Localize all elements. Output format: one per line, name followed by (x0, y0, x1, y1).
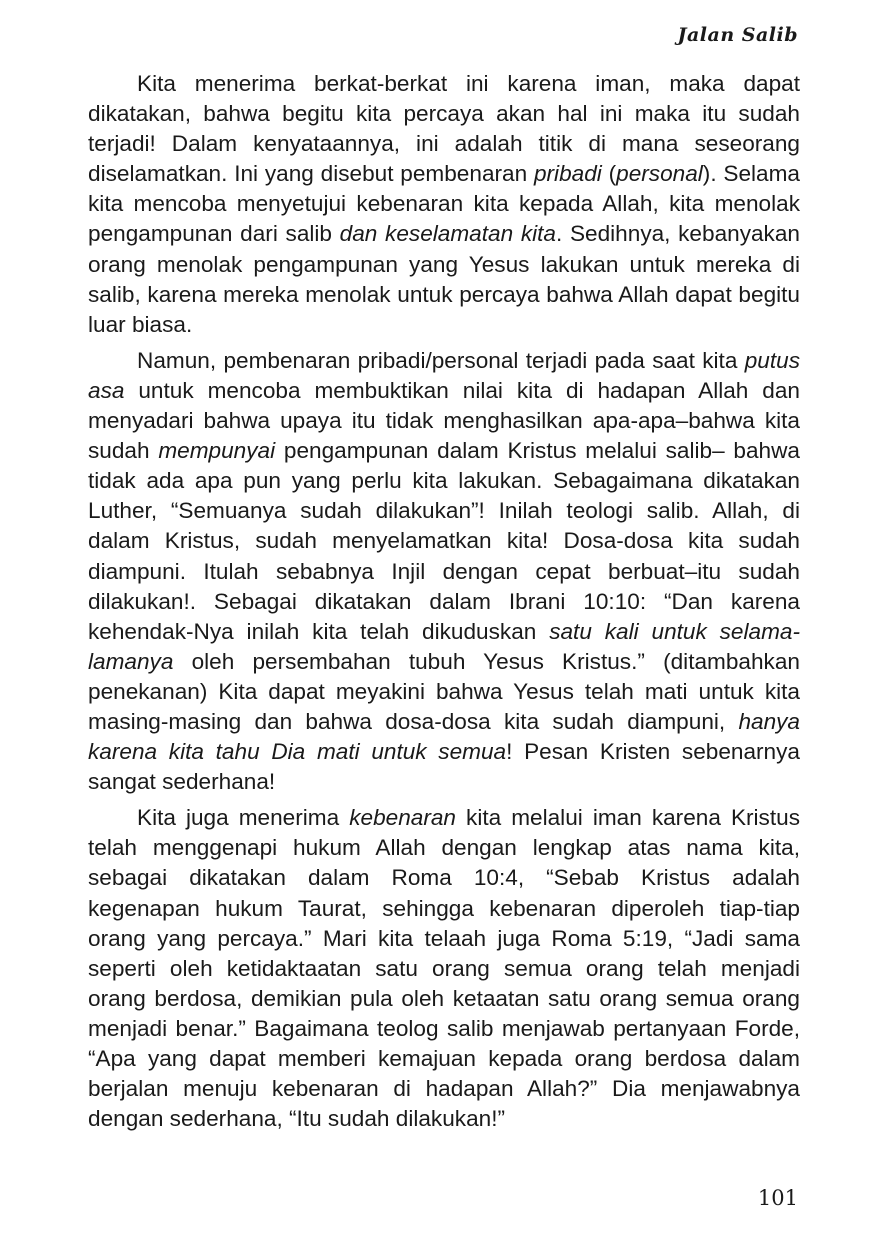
text-segment: ! Pesan Kristen sebenarnya sangat sederhana! (88, 739, 800, 795)
italic-segment: kebenaran (349, 805, 456, 831)
paragraph (88, 803, 800, 1134)
paragraph (88, 69, 800, 340)
text-segment: ). Selama kita mencoba menyetujui kebenaran kita kepada Allah, kita menolak pengampunan dari salib (88, 161, 801, 247)
text-segment: Kita juga menerima (137, 805, 350, 831)
body-text (88, 69, 800, 1140)
italic-segment: satu kali untuk selama-lamanya (88, 618, 800, 674)
italic-segment: dan keselamatan kita (339, 221, 556, 247)
italic-segment: personal (616, 161, 703, 187)
text-segment: . Sedihnya, kebanyakan orang menolak pengampunan yang Yesus lakukan untuk mereka di salib, karena mereka menolak untuk percaya bahwa Allah dapat begitu luar biasa. (88, 221, 800, 337)
text-segment: Namun, pembenaran pribadi/personal terjadi pada saat kita (137, 347, 745, 373)
text-segment: Kita menerima berkat-berkat ini karena iman, maka dapat dikatakan, bahwa begitu kita percaya akan hal ini maka itu sudah terjadi! Dalam kenyataannya, ini adalah titik di mana seseorang diselamatkan. Ini yang disebut pembenaran (88, 71, 800, 187)
text-segment: kita melalui iman karena Kristus telah menggenapi hukum Allah dengan lengkap atas nama kita, sebagai dikatakan dalam Roma 10:4, “Sebab Kristus adalah kegenapan hukum Taurat, sehingga kebenaran diperoleh tiap-tiap orang yang percaya.” Mari kita telaah juga Roma 5:19, “Jadi sama seperti oleh ketidaktaatan satu orang semua orang telah menjadi orang berdosa, demikian pula oleh ketaatan satu orang semua orang menjadi benar.” Bagaimana teolog salib menjawab pertanyaan Forde, “Apa yang dapat memberi kemajuan kepada orang berdosa dalam berjalan menuju kebenaran di hadapan Allah?” Dia menjawabnya dengan sederhana, “Itu sudah dilakukan!” (88, 805, 800, 1132)
italic-segment: hanya karena kita tahu Dia mati untuk semua (88, 708, 800, 765)
text-segment: pengampunan dalam Kristus melalui salib– bahwa tidak ada apa pun yang perlu kita lakukan. Sebagaimana dikatakan Luther, “Semuanya sudah dilakukan”! Inilah teologi salib. Allah, di dalam Kristus, sudah menyelamatkan kita! Dosa-dosa kita sudah diampuni. Itulah sebabnya Injil dengan cepat berbuat–itu sudah dilakukan!. Sebagai dikatakan dalam Ibrani 10:10: “Dan karena kehendak-Nya inilah kita telah dikuduskan (88, 438, 800, 644)
running-header-title: Jalan Salib (677, 24, 798, 46)
italic-segment: pribadi (533, 161, 602, 187)
text-segment: ( (601, 161, 617, 187)
italic-segment: putus asa (88, 347, 800, 403)
page-number: 101 (757, 1186, 798, 1210)
text-segment: untuk mencoba membuktikan nilai kita di hadapan Allah dan menyadari bahwa upaya itu tidak menghasilkan apa-apa–bahwa kita sudah (88, 377, 800, 464)
paragraph (88, 346, 800, 797)
italic-segment: mempunyai (158, 438, 276, 464)
text-segment: oleh persembahan tubuh Yesus Kristus.” (ditambahkan penekanan) Kita dapat meyakini bahwa Yesus telah mati untuk kita masing-masing dan bahwa dosa-dosa kita sudah diampuni, (88, 648, 800, 734)
